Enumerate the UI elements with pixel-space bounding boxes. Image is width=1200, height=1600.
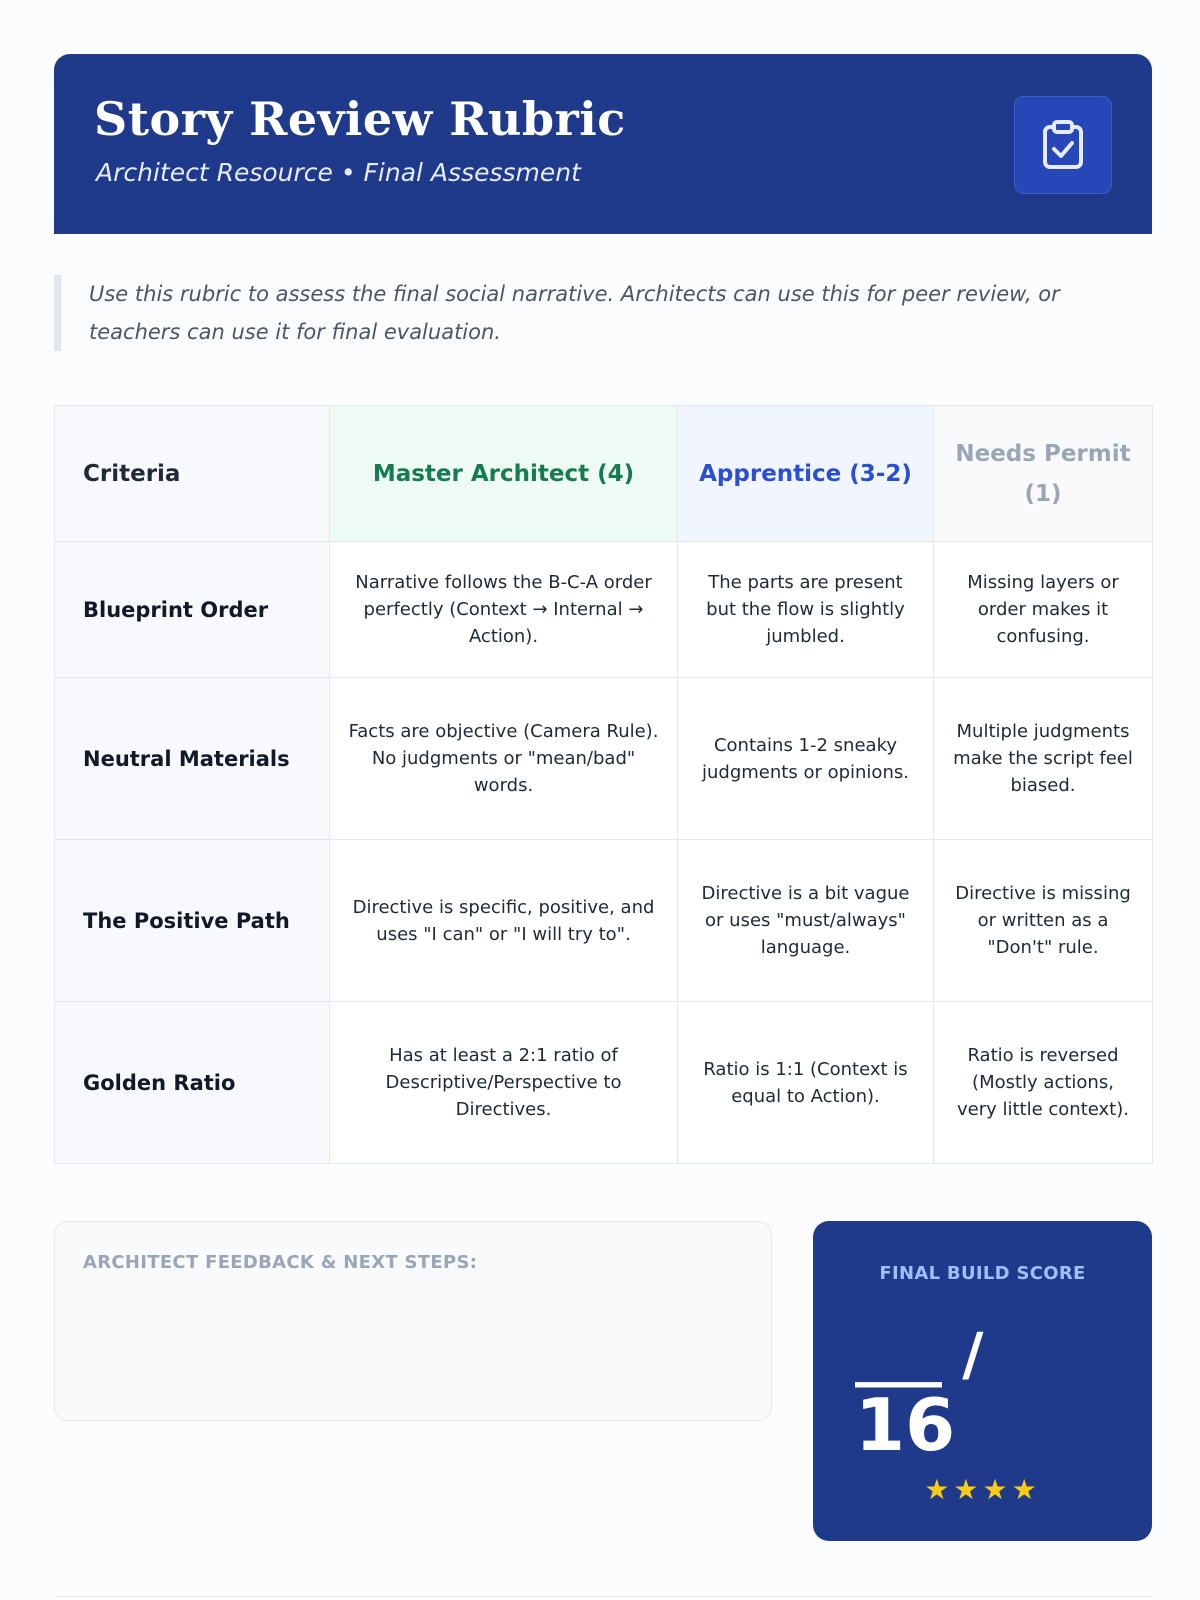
permit-cell: Multiple judgments make the script feel biased. xyxy=(934,678,1153,840)
star-icons: ★★★★ xyxy=(924,1473,1041,1506)
header-master-architect: Master Architect (4) xyxy=(330,406,678,542)
apprentice-cell: Contains 1-2 sneaky judgments or opinions. xyxy=(678,678,934,840)
score-card xyxy=(813,1221,1152,1541)
criteria-cell: Blueprint Order xyxy=(55,542,330,678)
permit-cell: Missing layers or order makes it confusing. xyxy=(934,542,1153,678)
page-subtitle: Architect Resource • Final Assessment xyxy=(96,158,581,187)
score-blank: ___ / xyxy=(855,1320,984,1388)
score-label: FINAL BUILD SCORE xyxy=(879,1263,1086,1284)
header-needs-permit: Needs Permit (1) xyxy=(934,406,1153,542)
table-row xyxy=(55,840,1153,1002)
page-title: Story Review Rubric xyxy=(94,92,626,146)
footer-divider xyxy=(54,1596,1152,1597)
header-criteria: Criteria xyxy=(55,406,330,542)
master-cell: Narrative follows the B-C-A order perfectly (Context → Internal → Action). xyxy=(330,542,678,678)
rubric-table xyxy=(54,405,1153,1164)
criteria-cell: The Positive Path xyxy=(55,840,330,1002)
clipboard-check-icon-svg xyxy=(1041,119,1085,171)
criteria-cell: Golden Ratio xyxy=(55,1002,330,1164)
apprentice-cell: Directive is a bit vague or uses "must/always" language. xyxy=(678,840,934,1002)
table-row xyxy=(55,678,1153,840)
clipboard-check-icon xyxy=(1014,96,1112,194)
feedback-box[interactable] xyxy=(54,1221,772,1421)
header-banner xyxy=(54,54,1152,234)
intro-text: Use this rubric to assess the final social narrative. Architects can use this for peer review, or teachers can use it for final evaluation. xyxy=(54,275,1152,351)
master-cell: Facts are objective (Camera Rule). No judgments or "mean/bad" words. xyxy=(330,678,678,840)
master-cell: Directive is specific, positive, and uses "I can" or "I will try to". xyxy=(330,840,678,1002)
table-row xyxy=(55,542,1153,678)
table-header-row xyxy=(55,406,1153,542)
permit-cell: Directive is missing or written as a "Don't" rule. xyxy=(934,840,1153,1002)
permit-cell: Ratio is reversed (Mostly actions, very little context). xyxy=(934,1002,1153,1164)
criteria-cell: Neutral Materials xyxy=(55,678,330,840)
master-cell: Has at least a 2:1 ratio of Descriptive/Perspective to Directives. xyxy=(330,1002,678,1164)
header-apprentice: Apprentice (3-2) xyxy=(678,406,934,542)
feedback-label: ARCHITECT FEEDBACK & NEXT STEPS: xyxy=(83,1252,478,1273)
score-max: 16 xyxy=(855,1383,956,1467)
table-row xyxy=(55,1002,1153,1164)
apprentice-cell: Ratio is 1:1 (Context is equal to Action). xyxy=(678,1002,934,1164)
apprentice-cell: The parts are present but the flow is slightly jumbled. xyxy=(678,542,934,678)
